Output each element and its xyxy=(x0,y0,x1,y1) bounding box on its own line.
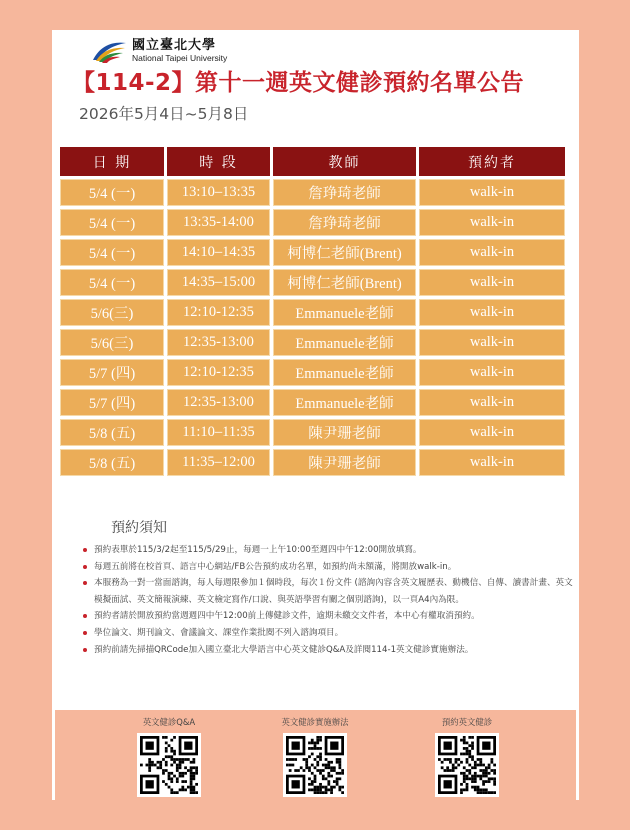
date-range: 2026年5月4日~5月8日 xyxy=(79,105,249,123)
qr-code-icon[interactable] xyxy=(137,733,201,797)
qr-block-rules xyxy=(255,716,375,797)
cell-booker: walk-in xyxy=(419,269,565,296)
table-row xyxy=(60,239,568,266)
schedule-table xyxy=(60,147,568,479)
cell-date: 5/6(三) xyxy=(60,299,164,326)
cell-time: 14:35–15:00 xyxy=(167,269,270,296)
cell-booker: walk-in xyxy=(419,389,565,416)
table-row xyxy=(60,269,568,296)
cell-teacher: Emmanuele老師 xyxy=(273,329,416,356)
cell-time: 13:35-14:00 xyxy=(167,209,270,236)
note-item: 學位論文、期刊論文、會議論文、課堂作業批閱不列入諮詢項目。 xyxy=(94,625,574,642)
cell-date: 5/4 (一) xyxy=(60,179,164,206)
cell-teacher: 陳尹珊老師 xyxy=(273,449,416,476)
cell-teacher: 詹琤琦老師 xyxy=(273,179,416,206)
table-row xyxy=(60,449,568,476)
qr-block-booking xyxy=(407,716,527,797)
table-row xyxy=(60,389,568,416)
cell-booker: walk-in xyxy=(419,449,565,476)
ntpu-emblem-icon xyxy=(90,38,128,64)
cell-booker: walk-in xyxy=(419,209,565,236)
cell-teacher: Emmanuele老師 xyxy=(273,389,416,416)
cell-time: 13:10–13:35 xyxy=(167,179,270,206)
qr-code-footer xyxy=(55,710,576,800)
qr-code-icon[interactable] xyxy=(283,733,347,797)
note-item: 預約者請於開放預約當週週四中午12:00前上傳健診文件，逾期未繳交文件者，本中心有權取消預約。 xyxy=(94,608,574,625)
cell-time: 12:35-13:00 xyxy=(167,329,270,356)
table-row xyxy=(60,329,568,356)
table-row xyxy=(60,419,568,446)
table-row xyxy=(60,179,568,206)
qr-block-qa xyxy=(109,716,229,797)
cell-booker: walk-in xyxy=(419,239,565,266)
header-date: 日 期 xyxy=(60,147,164,176)
cell-time: 14:10–14:35 xyxy=(167,239,270,266)
announcement-card xyxy=(52,30,579,800)
cell-date: 5/4 (一) xyxy=(60,239,164,266)
note-item: 預約表單於115/3/2起至115/5/29止，每週一上午10:00至週四中午12:00開放填寫。 xyxy=(94,542,574,559)
note-item: 本服務為一對一當面諮詢，每人每週限參加１個時段，每次１份文件 (諮詢內容含英文履歷表、動機信、自傳、讀書計畫、英文模擬面試、英文簡報演練、英文檢定寫作/口說、與英語學習有關之個別諮詢)，以一頁A4內為限。 xyxy=(94,575,574,608)
table-row xyxy=(60,359,568,386)
cell-date: 5/8 (五) xyxy=(60,419,164,446)
cell-time: 11:10–11:35 xyxy=(167,419,270,446)
cell-date: 5/4 (一) xyxy=(60,269,164,296)
qr-label-rules: 英文健診實施辦法 xyxy=(281,717,349,727)
cell-date: 5/6(三) xyxy=(60,329,164,356)
cell-date: 5/7 (四) xyxy=(60,359,164,386)
table-header-row xyxy=(60,147,568,176)
cell-booker: walk-in xyxy=(419,329,565,356)
table-row xyxy=(60,209,568,236)
university-logo xyxy=(90,36,227,66)
page-title: 【114-2】第十一週英文健診預約名單公告 xyxy=(72,70,525,96)
note-item: 每週五前將在校首頁、語言中心網站/FB公告預約成功名單，如預約尚未額滿，將開放walk-in。 xyxy=(94,559,574,576)
note-item: 預約前請先掃描QRCode加入國立臺北大學語言中心英文健診Q&A及詳閱114-1英文健診實施辦法。 xyxy=(94,642,574,659)
header-teacher: 教師 xyxy=(273,147,416,176)
cell-time: 12:10-12:35 xyxy=(167,299,270,326)
qr-label-qa: 英文健診Q&A xyxy=(142,717,196,727)
cell-teacher: Emmanuele老師 xyxy=(273,359,416,386)
header-time: 時 段 xyxy=(167,147,270,176)
cell-teacher: Emmanuele老師 xyxy=(273,299,416,326)
qr-label-booking: 預約英文健診 xyxy=(441,717,493,727)
qr-code-icon[interactable] xyxy=(435,733,499,797)
logo-english-name: National Taipei University xyxy=(132,53,228,64)
cell-time: 12:10-12:35 xyxy=(167,359,270,386)
cell-booker: walk-in xyxy=(419,419,565,446)
cell-date: 5/4 (一) xyxy=(60,209,164,236)
cell-teacher: 陳尹珊老師 xyxy=(273,419,416,446)
notes-title: 預約須知 xyxy=(111,520,167,536)
cell-teacher: 詹琤琦老師 xyxy=(273,209,416,236)
table-row xyxy=(60,299,568,326)
cell-time: 12:35-13:00 xyxy=(167,389,270,416)
cell-date: 5/8 (五) xyxy=(60,449,164,476)
logo-chinese-name: 國立臺北大學 xyxy=(132,38,217,54)
cell-teacher: 柯博仁老師(Brent) xyxy=(273,269,416,296)
header-booker: 預約者 xyxy=(419,147,565,176)
cell-booker: walk-in xyxy=(419,179,565,206)
notes-list xyxy=(80,542,574,658)
cell-teacher: 柯博仁老師(Brent) xyxy=(273,239,416,266)
cell-booker: walk-in xyxy=(419,299,565,326)
cell-booker: walk-in xyxy=(419,359,565,386)
cell-date: 5/7 (四) xyxy=(60,389,164,416)
cell-time: 11:35–12:00 xyxy=(167,449,270,476)
